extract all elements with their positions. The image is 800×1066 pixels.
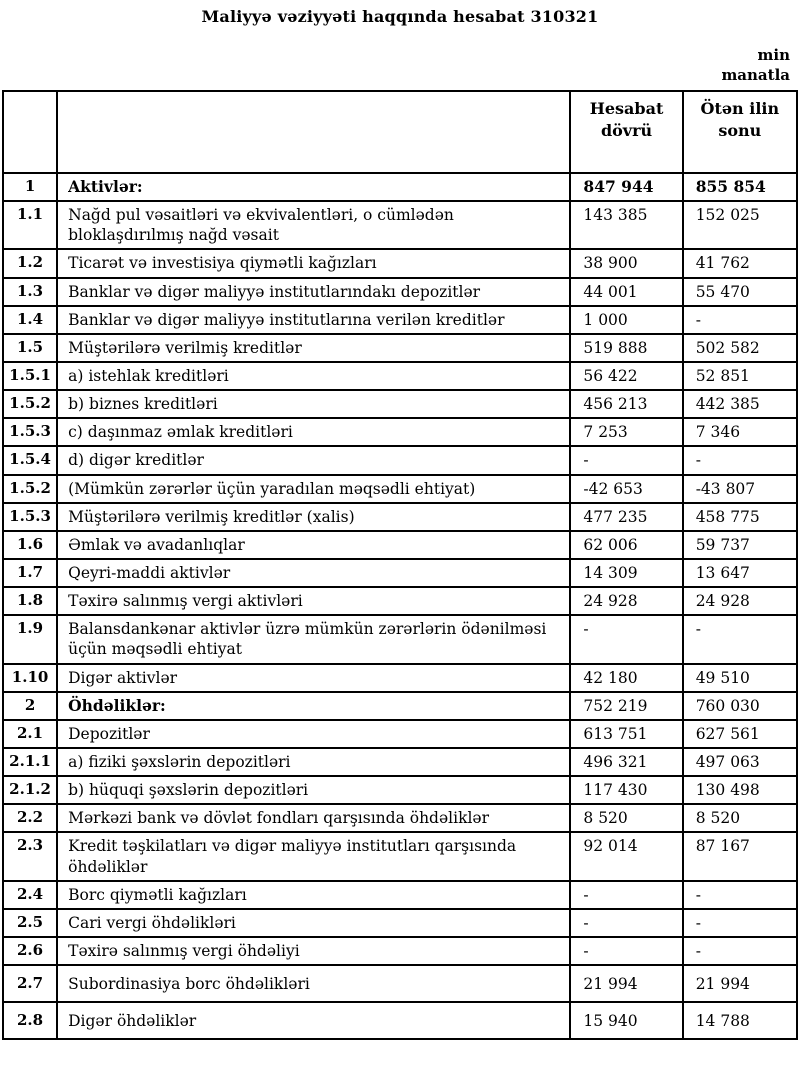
row-value-current: 7 253 <box>570 418 682 446</box>
table-row <box>3 334 797 362</box>
row-number: 2 <box>3 692 57 720</box>
table-row <box>3 201 797 249</box>
row-label: Qeyri-maddi aktivlər <box>57 559 570 587</box>
row-value-previous: 41 762 <box>683 249 797 277</box>
table-row <box>3 937 797 965</box>
row-value-current: 42 180 <box>570 664 682 692</box>
table-row <box>3 804 797 832</box>
row-label: Kredit təşkilatları və digər maliyyə institutları qarşısında öhdəliklər <box>57 832 570 880</box>
unit-note <box>721 45 790 86</box>
row-label: Digər öhdəliklər <box>57 1002 570 1039</box>
row-number: 1 <box>3 173 57 201</box>
row-value-previous: 8 520 <box>683 804 797 832</box>
row-value-current: 62 006 <box>570 531 682 559</box>
row-value-previous: 502 582 <box>683 334 797 362</box>
row-number: 2.4 <box>3 881 57 909</box>
row-number: 1.5.4 <box>3 446 57 474</box>
row-value-previous: - <box>683 881 797 909</box>
row-label: Müştərilərə verilmiş kreditlər <box>57 334 570 362</box>
unit-note-line-1: min <box>757 46 790 64</box>
row-number: 2.7 <box>3 965 57 1002</box>
header-cell-previous-year: Ötən ilin sonu <box>683 91 797 173</box>
table-row <box>3 832 797 880</box>
table-row <box>3 173 797 201</box>
row-value-previous: 87 167 <box>683 832 797 880</box>
row-label: Balansdankənar aktivlər üzrə mümkün zərərlərin ödənilməsi üçün məqsədli ehtiyat <box>57 615 570 663</box>
row-label: d) digər kreditlər <box>57 446 570 474</box>
row-value-current: 24 928 <box>570 587 682 615</box>
row-value-previous: 760 030 <box>683 692 797 720</box>
page-title: Maliyyə vəziyyəti haqqında hesabat 310321 <box>201 7 599 26</box>
row-number: 1.10 <box>3 664 57 692</box>
table-row <box>3 278 797 306</box>
row-number: 1.1 <box>3 201 57 249</box>
table-row <box>3 881 797 909</box>
row-value-previous: 55 470 <box>683 278 797 306</box>
row-label: a) istehlak kreditləri <box>57 362 570 390</box>
row-number: 2.8 <box>3 1002 57 1039</box>
row-value-current: 519 888 <box>570 334 682 362</box>
table-row <box>3 965 797 1002</box>
row-value-previous: - <box>683 306 797 334</box>
table-row <box>3 559 797 587</box>
row-label: Müştərilərə verilmiş kreditlər (xalis) <box>57 503 570 531</box>
row-label: Cari vergi öhdəlikləri <box>57 909 570 937</box>
table-row <box>3 531 797 559</box>
row-value-previous: 627 561 <box>683 720 797 748</box>
row-value-previous: 49 510 <box>683 664 797 692</box>
table-header <box>3 91 797 173</box>
table-row <box>3 503 797 531</box>
header-cell-current-period: Hesabat dövrü <box>570 91 682 173</box>
row-value-current: - <box>570 615 682 663</box>
row-value-previous: 52 851 <box>683 362 797 390</box>
table-header-row <box>3 91 797 173</box>
row-number: 1.7 <box>3 559 57 587</box>
row-number: 2.1.1 <box>3 748 57 776</box>
table-row <box>3 587 797 615</box>
row-number: 1.5.2 <box>3 390 57 418</box>
row-number: 2.6 <box>3 937 57 965</box>
row-value-current: 752 219 <box>570 692 682 720</box>
unit-note-line-2: manatla <box>721 66 790 85</box>
row-number: 1.5 <box>3 334 57 362</box>
row-value-current: 143 385 <box>570 201 682 249</box>
financial-position-table <box>2 90 798 1040</box>
row-number: 2.3 <box>3 832 57 880</box>
row-value-current: 92 014 <box>570 832 682 880</box>
row-label: b) biznes kreditləri <box>57 390 570 418</box>
table-row <box>3 362 797 390</box>
row-number: 1.5.2 <box>3 475 57 503</box>
row-value-previous: 7 346 <box>683 418 797 446</box>
row-value-current: - <box>570 446 682 474</box>
table-row <box>3 664 797 692</box>
table-row <box>3 909 797 937</box>
row-value-previous: 24 928 <box>683 587 797 615</box>
row-number: 1.4 <box>3 306 57 334</box>
row-value-previous: 497 063 <box>683 748 797 776</box>
row-value-previous: 14 788 <box>683 1002 797 1039</box>
row-label: a) fiziki şəxslərin depozitləri <box>57 748 570 776</box>
row-value-current: 496 321 <box>570 748 682 776</box>
header-cell-number <box>3 91 57 173</box>
table-row <box>3 475 797 503</box>
table-row <box>3 692 797 720</box>
row-value-previous: 458 775 <box>683 503 797 531</box>
row-value-current: 1 000 <box>570 306 682 334</box>
row-value-previous: 21 994 <box>683 965 797 1002</box>
row-value-current: 117 430 <box>570 776 682 804</box>
row-label: Banklar və digər maliyyə institutlarına verilən kreditlər <box>57 306 570 334</box>
row-number: 1.5.1 <box>3 362 57 390</box>
row-number: 1.5.3 <box>3 418 57 446</box>
row-value-previous: 442 385 <box>683 390 797 418</box>
row-label: Əmlak və avadanlıqlar <box>57 531 570 559</box>
row-number: 1.6 <box>3 531 57 559</box>
row-value-current: 477 235 <box>570 503 682 531</box>
row-label: Borc qiymətli kağızları <box>57 881 570 909</box>
row-value-current: 21 994 <box>570 965 682 1002</box>
table-row <box>3 748 797 776</box>
row-value-current: -42 653 <box>570 475 682 503</box>
row-label: Aktivlər: <box>57 173 570 201</box>
row-label: Təxirə salınmış vergi öhdəliyi <box>57 937 570 965</box>
row-number: 2.2 <box>3 804 57 832</box>
row-value-current: 613 751 <box>570 720 682 748</box>
row-value-previous: -43 807 <box>683 475 797 503</box>
row-value-current: 456 213 <box>570 390 682 418</box>
row-number: 2.1 <box>3 720 57 748</box>
row-label: Nağd pul vəsaitləri və ekvivalentləri, o cümlədən bloklaşdırılmış nağd vəsait <box>57 201 570 249</box>
row-value-current: 44 001 <box>570 278 682 306</box>
table-row <box>3 720 797 748</box>
table-row <box>3 446 797 474</box>
row-number: 2.5 <box>3 909 57 937</box>
row-number: 1.8 <box>3 587 57 615</box>
row-label: Öhdəliklər: <box>57 692 570 720</box>
row-value-current: - <box>570 909 682 937</box>
row-value-current: 8 520 <box>570 804 682 832</box>
row-value-previous: - <box>683 446 797 474</box>
table-row <box>3 306 797 334</box>
row-label: Ticarət və investisiya qiymətli kağızları <box>57 249 570 277</box>
table-row <box>3 776 797 804</box>
row-label: Banklar və digər maliyyə institutlarındakı depozitlər <box>57 278 570 306</box>
row-label: c) daşınmaz əmlak kreditləri <box>57 418 570 446</box>
row-number: 1.2 <box>3 249 57 277</box>
row-label: (Mümkün zərərlər üçün yaradılan məqsədli ehtiyat) <box>57 475 570 503</box>
row-value-current: 14 309 <box>570 559 682 587</box>
row-value-previous: 130 498 <box>683 776 797 804</box>
table-row <box>3 249 797 277</box>
report-table-body <box>3 173 797 1039</box>
row-label: b) hüquqi şəxslərin depozitləri <box>57 776 570 804</box>
row-value-previous: 855 854 <box>683 173 797 201</box>
row-value-current: 847 944 <box>570 173 682 201</box>
row-value-previous: 59 737 <box>683 531 797 559</box>
row-value-current: - <box>570 937 682 965</box>
row-value-current: 38 900 <box>570 249 682 277</box>
row-label: Mərkəzi bank və dövlət fondları qarşısında öhdəliklər <box>57 804 570 832</box>
row-value-current: 56 422 <box>570 362 682 390</box>
table-row <box>3 418 797 446</box>
row-value-current: - <box>570 881 682 909</box>
table-row <box>3 1002 797 1039</box>
row-number: 2.1.2 <box>3 776 57 804</box>
row-value-previous: 152 025 <box>683 201 797 249</box>
row-value-previous: - <box>683 909 797 937</box>
row-label: Təxirə salınmış vergi aktivləri <box>57 587 570 615</box>
row-number: 1.3 <box>3 278 57 306</box>
row-number: 1.5.3 <box>3 503 57 531</box>
row-value-previous: - <box>683 615 797 663</box>
row-value-current: 15 940 <box>570 1002 682 1039</box>
row-number: 1.9 <box>3 615 57 663</box>
table-row <box>3 390 797 418</box>
header-cell-description <box>57 91 570 173</box>
row-label: Depozitlər <box>57 720 570 748</box>
row-label: Subordinasiya borc öhdəlikləri <box>57 965 570 1002</box>
table-row <box>3 615 797 663</box>
row-value-previous: - <box>683 937 797 965</box>
row-label: Digər aktivlər <box>57 664 570 692</box>
row-value-previous: 13 647 <box>683 559 797 587</box>
